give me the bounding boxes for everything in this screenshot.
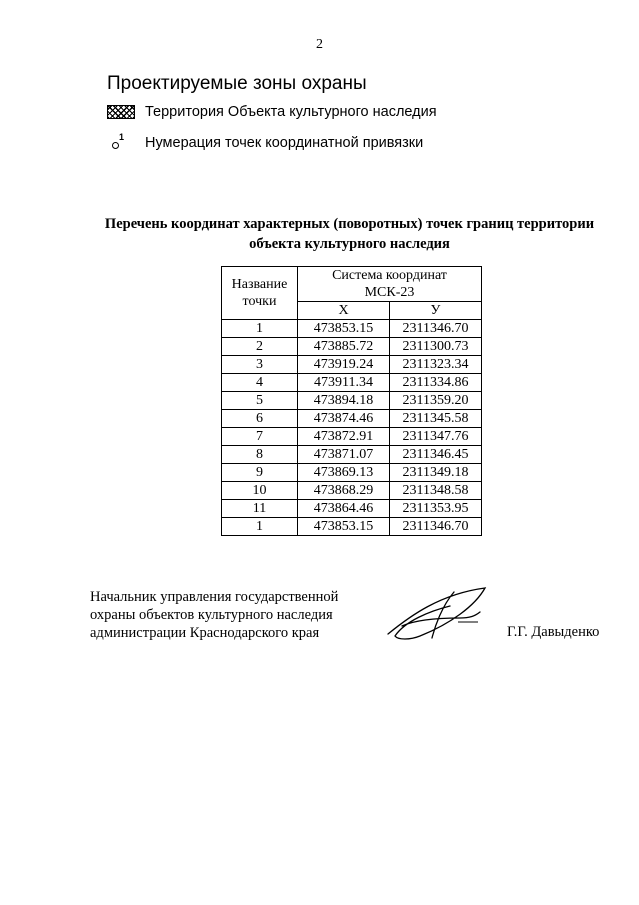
x-coordinate-cell: 473868.29 [298, 482, 390, 500]
x-coordinate-cell: 473919.24 [298, 356, 390, 374]
table-row [222, 464, 482, 482]
y-coordinate-cell: 2311353.95 [390, 500, 482, 518]
x-coordinate-cell: 473853.15 [298, 320, 390, 338]
handwritten-signature [380, 576, 495, 648]
signatory-position-line1: Начальник управления государственной [90, 589, 339, 605]
table-heading-line2: объекта культурного наследия [249, 236, 450, 252]
signatory-position [90, 588, 338, 642]
legend-item-label: Нумерация точек координатной привязки [145, 135, 424, 151]
signatory-position-line2: охраны объектов культурного наследия [90, 607, 333, 623]
x-coordinate-cell: 473894.18 [298, 392, 390, 410]
y-coordinate-cell: 2311334.86 [390, 374, 482, 392]
coordinate-system-code: МСК-23 [364, 285, 415, 300]
legend-item-territory [107, 104, 437, 120]
table-heading [60, 214, 639, 254]
y-coordinate-cell: 2311323.34 [390, 356, 482, 374]
point-name-cell: 11 [222, 500, 298, 518]
table-row [222, 338, 482, 356]
point-name-cell: 9 [222, 464, 298, 482]
col-y-header: У [390, 302, 482, 320]
y-coordinate-cell: 2311347.76 [390, 428, 482, 446]
table-row [222, 482, 482, 500]
point-name-cell: 5 [222, 392, 298, 410]
point-name-cell: 1 [222, 518, 298, 536]
point-number-sample: 1 [119, 132, 125, 142]
legend-item-label: Территория Объекта культурного наследия [145, 104, 437, 120]
x-coordinate-cell: 473869.13 [298, 464, 390, 482]
table-row [222, 356, 482, 374]
y-coordinate-cell: 2311346.70 [390, 518, 482, 536]
signatory-name: Г.Г. Давыденко [507, 624, 600, 640]
point-name-cell: 4 [222, 374, 298, 392]
legend-item-point-numbering [107, 134, 423, 152]
table-row [222, 374, 482, 392]
y-coordinate-cell: 2311348.58 [390, 482, 482, 500]
page-number: 2 [316, 37, 323, 52]
point-number-icon [107, 134, 135, 152]
table-row [222, 392, 482, 410]
y-coordinate-cell: 2311349.18 [390, 464, 482, 482]
legend-title: Проектируемые зоны охраны [107, 73, 367, 94]
table-row [222, 320, 482, 338]
point-name-cell: 7 [222, 428, 298, 446]
point-name-cell: 3 [222, 356, 298, 374]
x-coordinate-cell: 473872.91 [298, 428, 390, 446]
coordinate-system-title: Система координат [332, 268, 447, 283]
col-x-header: X [298, 302, 390, 320]
point-dot-icon [112, 142, 119, 149]
x-coordinate-cell: 473874.46 [298, 410, 390, 428]
point-name-cell: 2 [222, 338, 298, 356]
x-coordinate-cell: 473853.15 [298, 518, 390, 536]
point-name-cell: 10 [222, 482, 298, 500]
y-coordinate-cell: 2311359.20 [390, 392, 482, 410]
table-row [222, 446, 482, 464]
x-coordinate-cell: 473885.72 [298, 338, 390, 356]
col-name-header: Название точки [222, 267, 298, 320]
table-row [222, 428, 482, 446]
point-name-cell: 8 [222, 446, 298, 464]
coordinate-system-header [298, 267, 482, 302]
table-row [222, 410, 482, 428]
x-coordinate-cell: 473911.34 [298, 374, 390, 392]
table-heading-line1: Перечень координат характерных (поворотных) точек границ территории [104, 216, 595, 232]
x-coordinate-cell: 473864.46 [298, 500, 390, 518]
coordinates-table [221, 266, 482, 536]
point-name-cell: 1 [222, 320, 298, 338]
crosshatch-swatch-icon [107, 105, 135, 119]
table-row [222, 518, 482, 536]
table-row [222, 500, 482, 518]
signatory-position-line3: администрации Краснодарского края [90, 625, 320, 641]
y-coordinate-cell: 2311300.73 [390, 338, 482, 356]
y-coordinate-cell: 2311346.45 [390, 446, 482, 464]
point-name-cell: 6 [222, 410, 298, 428]
x-coordinate-cell: 473871.07 [298, 446, 390, 464]
y-coordinate-cell: 2311346.70 [390, 320, 482, 338]
y-coordinate-cell: 2311345.58 [390, 410, 482, 428]
